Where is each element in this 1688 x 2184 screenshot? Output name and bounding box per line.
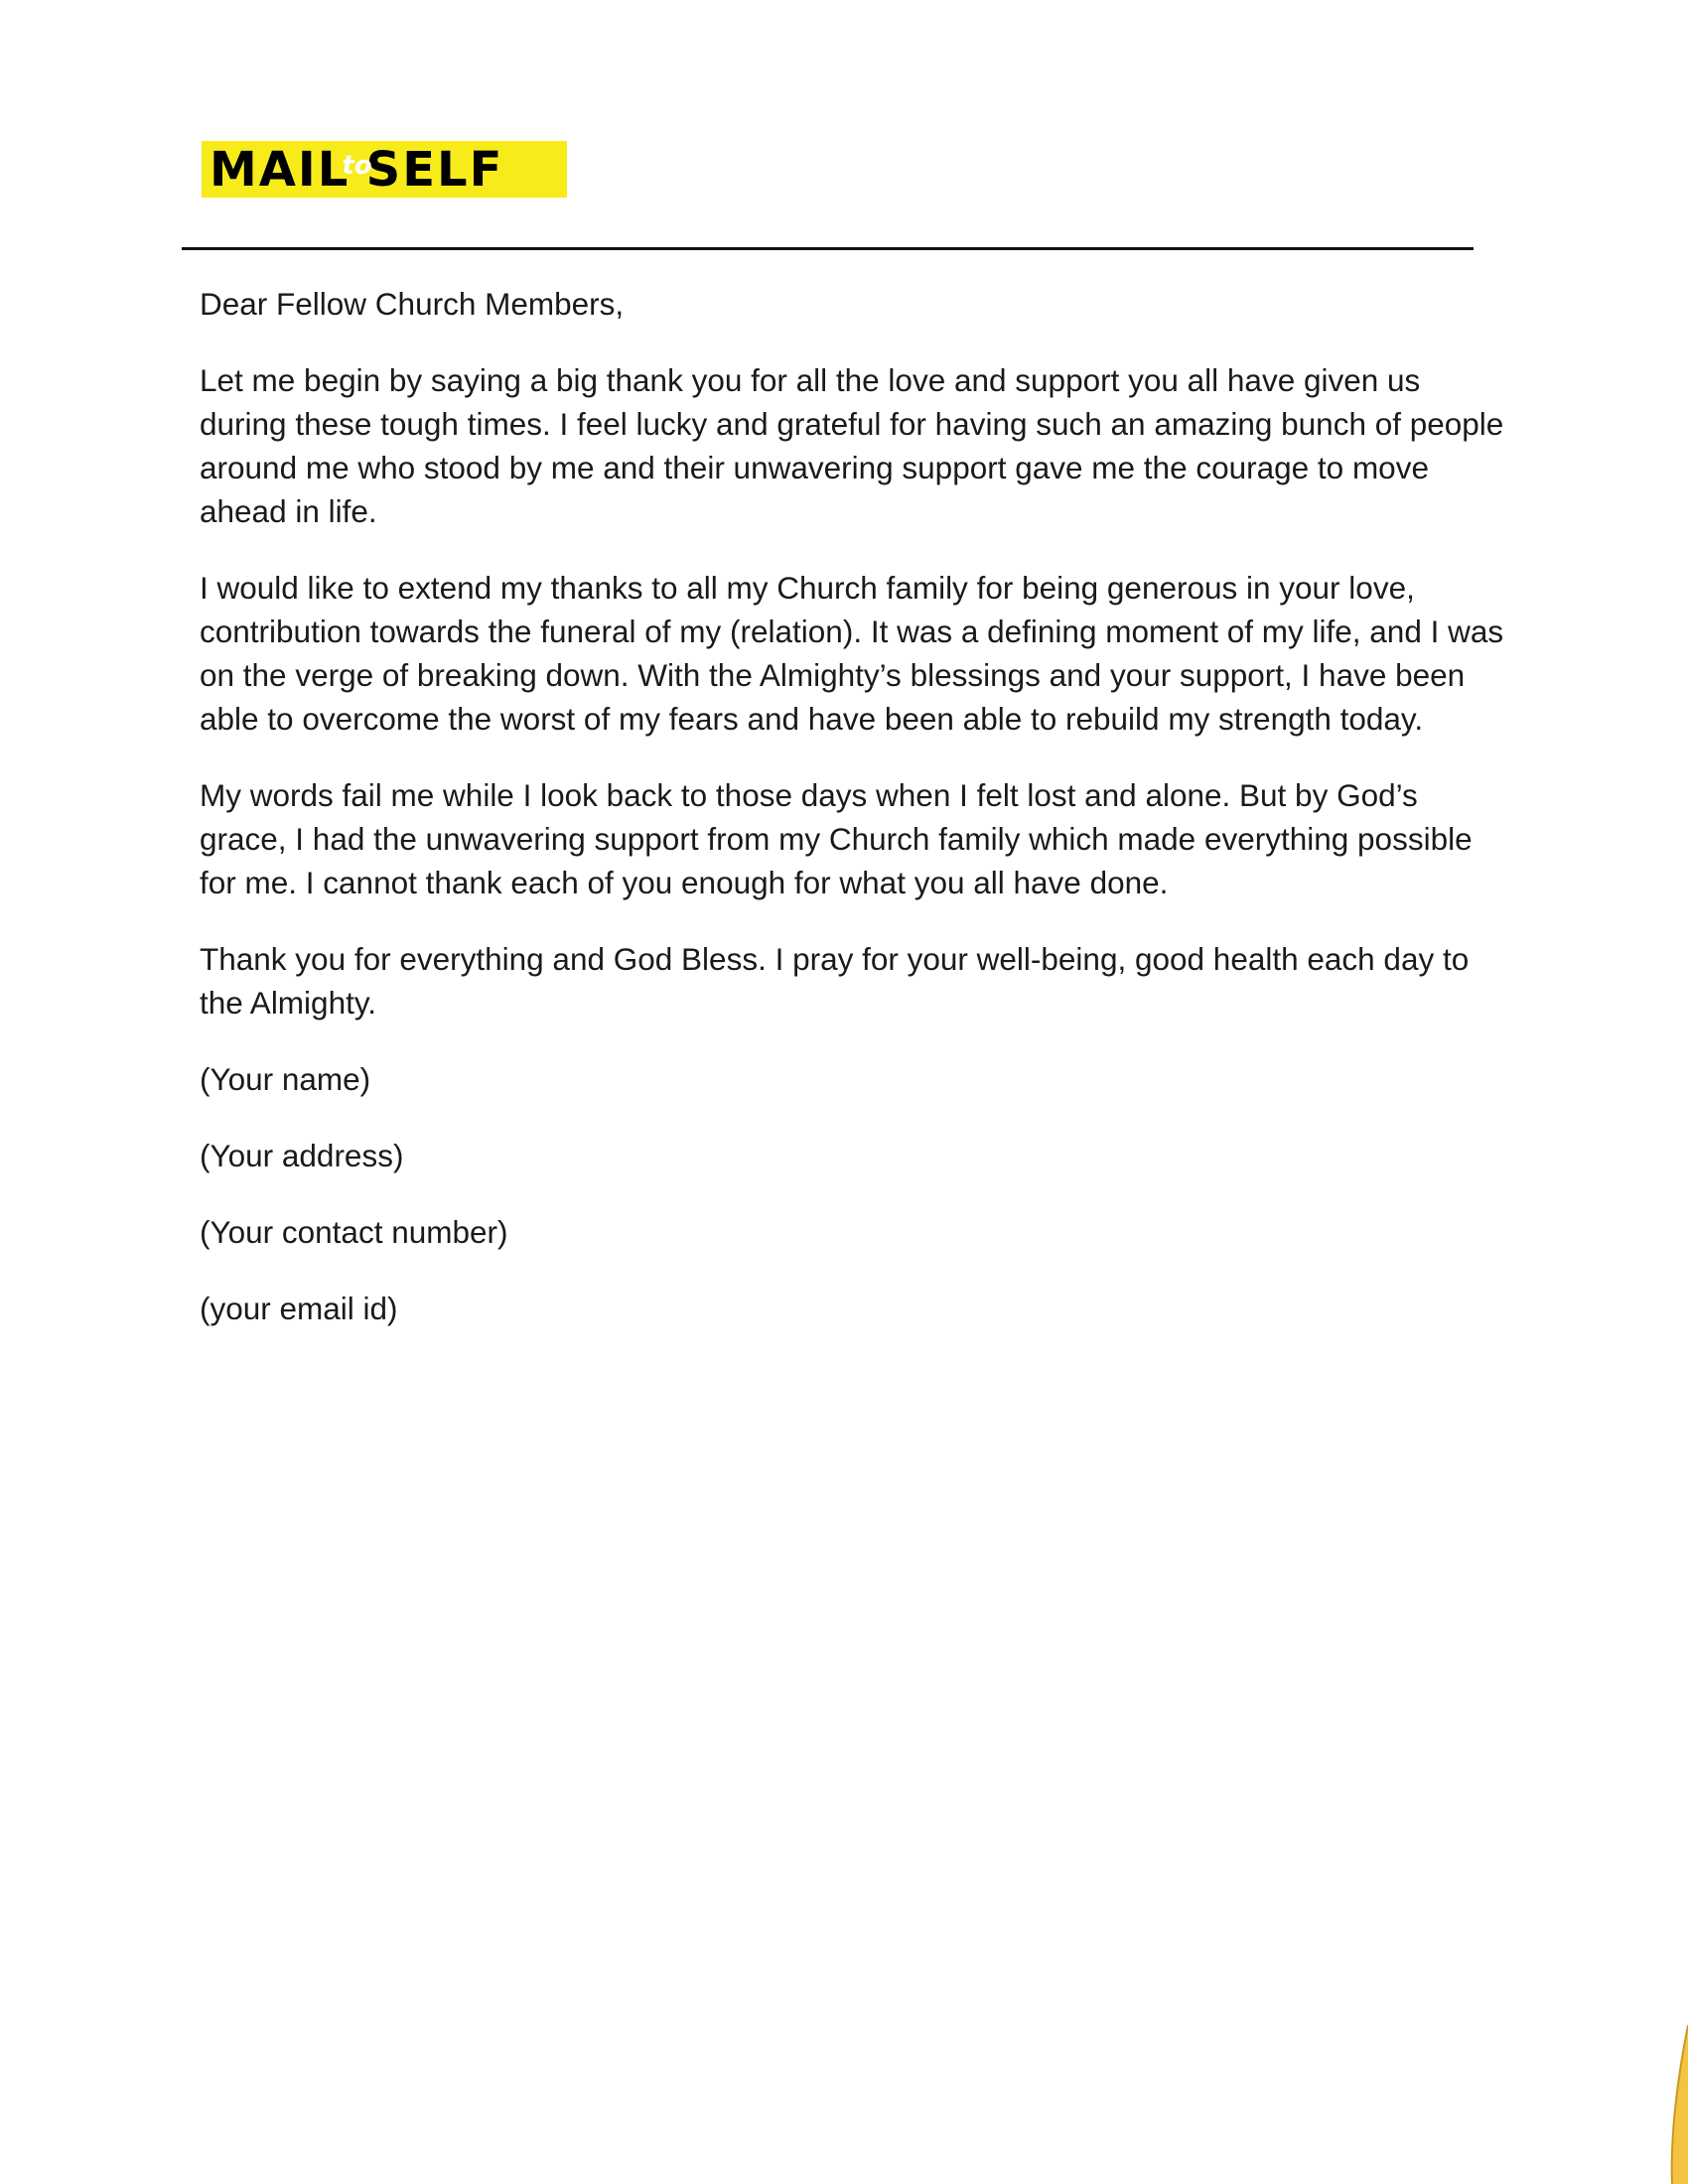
salutation: Dear Fellow Church Members, [200,286,625,322]
letter-body [200,282,1510,1363]
signature-email: (your email id) [200,1291,398,1326]
corner-decoration [1648,2025,1688,2184]
paragraph-4: Thank you for everything and God Bless. I pray for your well-being, good health each day to the Almighty. [200,941,1470,1021]
signature-name: (Your name) [200,1061,371,1097]
logo-word-mail: MAIL [210,141,351,198]
corner-swoosh [1672,2025,1688,2184]
logo-word-to: to [342,150,372,181]
signature-contact: (Your contact number) [200,1214,508,1250]
header-divider [182,247,1474,250]
paragraph-1: Let me begin by saying a big thank you for all the love and support you all have given us during these tough times. I feel lucky and grateful for having such an amazing bunch of people around me who stood by me and their unwavering support gave me the courage to move ahead in life. [200,362,1504,529]
logo-word-self: SELF [365,141,504,198]
mailtoself-logo [202,141,567,198]
paragraph-3: My words fail me while I look back to those days when I felt lost and alone. But by God’s grace, I had the unwavering support from my Church family which made everything possible for me. I cannot thank each of you enough for what you all have done. [200,777,1473,900]
signature-address: (Your address) [200,1138,404,1173]
paragraph-2: I would like to extend my thanks to all my Church family for being generous in your love, contribution towards the funeral of my (relation). It was a defining moment of my life, and I was on the verge of breaking down. With the Almighty’s blessings and your support, I have been able to overcome the worst of my fears and have been able to rebuild my strength today. [200,570,1504,737]
